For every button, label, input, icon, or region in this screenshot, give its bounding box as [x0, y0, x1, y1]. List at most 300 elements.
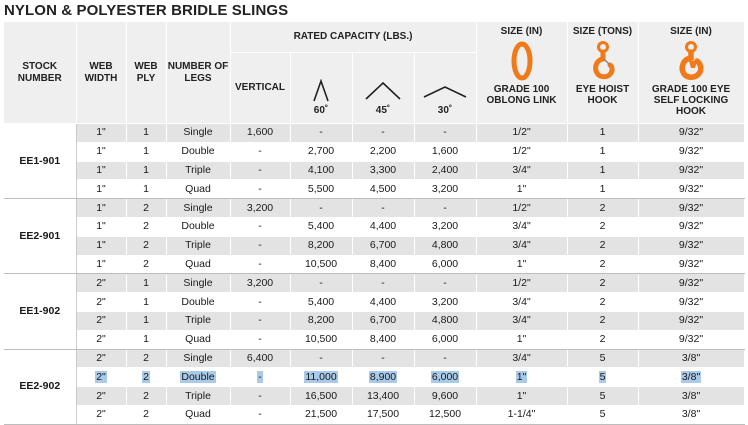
- cell-value: 2": [96, 389, 106, 402]
- hook-size-label: SIZE (TONS): [572, 26, 633, 37]
- cell-value: 9/32": [678, 163, 704, 176]
- cell-lock-hook-size: [638, 349, 744, 368]
- cell-value: 3,200: [431, 182, 459, 195]
- cell-web-width: [76, 199, 126, 218]
- cell-value: 9/32": [678, 295, 704, 308]
- cell-value: 1": [96, 182, 106, 195]
- table-row: [4, 142, 744, 161]
- cell-value: 17,500: [366, 408, 400, 421]
- cell-value: -: [258, 314, 262, 327]
- cell-value: 1: [599, 126, 606, 139]
- cell-value: 1: [143, 295, 149, 308]
- cell-value: 3/8": [681, 370, 701, 383]
- table-row: [4, 349, 744, 368]
- header-eye-hoist-hook: [567, 22, 638, 124]
- cell-cap-45: [352, 330, 414, 349]
- cell-cap-30: [414, 217, 476, 236]
- cell-value: -: [443, 126, 447, 139]
- cell-value: Triple: [185, 163, 211, 176]
- stock-number: EE1-902: [4, 274, 76, 349]
- cell-cap-30: [414, 311, 476, 330]
- cell-value: 1: [599, 163, 606, 176]
- cell-link-size: [476, 405, 567, 424]
- table-row: [4, 387, 744, 406]
- cell-value: 6,000: [431, 257, 459, 270]
- cell-value: 2: [599, 201, 606, 214]
- cell-value: 9/32": [678, 276, 704, 289]
- cell-value: -: [381, 126, 385, 139]
- cell-value: 9/32": [678, 257, 704, 270]
- cell-cap-30: [414, 387, 476, 406]
- cell-value: 1,600: [431, 145, 459, 158]
- table-row: [4, 293, 744, 312]
- cell-value: 1: [143, 333, 149, 346]
- table-row: [4, 405, 744, 424]
- cell-number-of-legs: [166, 142, 230, 161]
- cell-value: 12,500: [428, 408, 462, 421]
- cell-number-of-legs: [166, 330, 230, 349]
- cell-hook-size: [567, 236, 638, 255]
- cell-value: -: [319, 276, 323, 289]
- cell-value: 1": [96, 201, 106, 214]
- cell-value: 9,600: [431, 389, 459, 402]
- cell-web-width: [76, 236, 126, 255]
- cell-vertical: [230, 293, 290, 312]
- cell-value: 3/4": [512, 239, 531, 252]
- cell-vertical: [230, 387, 290, 406]
- cell-value: 3,300: [369, 163, 397, 176]
- cell-lock-hook-size: [638, 161, 744, 180]
- table-body: [4, 124, 744, 425]
- cell-cap-60: [290, 255, 352, 274]
- cell-cap-30: [414, 274, 476, 293]
- cell-value: 3,200: [246, 276, 274, 289]
- cell-number-of-legs: [166, 349, 230, 368]
- cell-value: 9/32": [678, 314, 704, 327]
- table-row: [4, 199, 744, 218]
- cell-value: 3/4": [512, 295, 531, 308]
- cell-web-width: [76, 217, 126, 236]
- cell-web-ply: [126, 161, 166, 180]
- cell-number-of-legs: [166, 311, 230, 330]
- cell-cap-45: [352, 236, 414, 255]
- cell-value: 1": [516, 333, 527, 346]
- cell-value: 1-1/4": [507, 408, 536, 421]
- cell-value: -: [258, 257, 262, 270]
- cell-cap-60: [290, 311, 352, 330]
- cell-value: 2": [96, 351, 106, 364]
- cell-cap-30: [414, 142, 476, 161]
- cell-link-size: [476, 293, 567, 312]
- cell-vertical: [230, 255, 290, 274]
- cell-hook-size: [567, 405, 638, 424]
- cell-value: 1": [516, 257, 527, 270]
- cell-cap-45: [352, 405, 414, 424]
- cell-value: 3,200: [246, 201, 274, 214]
- cell-cap-45: [352, 161, 414, 180]
- cell-cap-60: [290, 180, 352, 199]
- cell-value: Quad: [185, 182, 211, 195]
- cell-cap-45: [352, 274, 414, 293]
- cell-cap-60: [290, 330, 352, 349]
- cell-hook-size: [567, 387, 638, 406]
- cell-value: 3/4": [512, 314, 531, 327]
- cell-lock-hook-size: [638, 142, 744, 161]
- cell-web-width: [76, 180, 126, 199]
- cell-vertical: [230, 349, 290, 368]
- cell-value: 1: [143, 276, 149, 289]
- cell-value: 1": [516, 182, 527, 195]
- cell-value: 5: [599, 370, 606, 383]
- cell-value: 3/8": [681, 389, 701, 402]
- cell-value: 1/2": [512, 126, 531, 139]
- cell-value: -: [443, 276, 447, 289]
- cell-value: 10,500: [304, 333, 338, 346]
- cell-lock-hook-size: [638, 293, 744, 312]
- header-web-ply: WEB PLY: [126, 22, 166, 124]
- cell-value: 1": [96, 220, 106, 233]
- cell-value: 6,000: [431, 333, 459, 346]
- cell-web-ply: [126, 405, 166, 424]
- cell-web-width: [76, 142, 126, 161]
- cell-value: 1: [599, 182, 606, 195]
- cell-vertical: [230, 180, 290, 199]
- cell-number-of-legs: [166, 274, 230, 293]
- cell-web-width: [76, 124, 126, 143]
- cell-value: 4,100: [307, 163, 335, 176]
- cell-web-ply: [126, 368, 166, 387]
- cell-value: 2": [96, 295, 106, 308]
- cell-value: 2,200: [369, 145, 397, 158]
- cell-link-size: [476, 142, 567, 161]
- cell-value: 3,200: [431, 220, 459, 233]
- cell-value: 1: [143, 163, 149, 176]
- cell-cap-45: [352, 124, 414, 143]
- cell-value: 1": [96, 163, 106, 176]
- cell-vertical: [230, 124, 290, 143]
- cell-value: 2": [96, 276, 106, 289]
- cell-web-width: [76, 161, 126, 180]
- cell-cap-30: [414, 330, 476, 349]
- cell-cap-45: [352, 293, 414, 312]
- cell-value: -: [258, 370, 262, 383]
- angle-60-label: 60˚: [313, 105, 329, 116]
- cell-cap-45: [352, 217, 414, 236]
- cell-hook-size: [567, 368, 638, 387]
- cell-number-of-legs: [166, 161, 230, 180]
- cell-value: -: [381, 201, 385, 214]
- cell-value: 2: [143, 201, 149, 214]
- cell-value: 4,800: [431, 239, 459, 252]
- cell-cap-45: [352, 349, 414, 368]
- cell-vertical: [230, 199, 290, 218]
- cell-value: 3/4": [512, 220, 531, 233]
- cell-value: 2": [96, 314, 106, 327]
- cell-value: 1: [599, 145, 606, 158]
- oblong-link-icon: [510, 41, 534, 81]
- cell-value: 1: [143, 182, 149, 195]
- cell-value: 5,500: [307, 182, 335, 195]
- cell-cap-60: [290, 217, 352, 236]
- cell-hook-size: [567, 330, 638, 349]
- cell-value: -: [381, 276, 385, 289]
- cell-web-ply: [126, 293, 166, 312]
- cell-value: Triple: [185, 239, 211, 252]
- cell-value: Single: [183, 276, 213, 289]
- cell-web-ply: [126, 236, 166, 255]
- cell-web-width: [76, 255, 126, 274]
- cell-cap-45: [352, 255, 414, 274]
- cell-web-width: [76, 349, 126, 368]
- cell-web-ply: [126, 349, 166, 368]
- angle-30-label: 30˚: [437, 105, 453, 116]
- cell-value: -: [319, 126, 323, 139]
- cell-link-size: [476, 161, 567, 180]
- cell-value: 1": [96, 257, 106, 270]
- cell-value: -: [258, 239, 262, 252]
- cell-value: 8,200: [307, 314, 335, 327]
- cell-value: 2: [599, 333, 606, 346]
- cell-value: Single: [183, 126, 213, 139]
- cell-cap-30: [414, 405, 476, 424]
- cell-value: 3/4": [512, 351, 531, 364]
- cell-value: 3,200: [431, 295, 459, 308]
- cell-value: 1/2": [512, 276, 531, 289]
- cell-web-width: [76, 274, 126, 293]
- cell-value: 9/32": [678, 220, 704, 233]
- cell-value: 2: [143, 220, 149, 233]
- cell-value: -: [258, 295, 262, 308]
- cell-web-ply: [126, 330, 166, 349]
- self-locking-hook-icon: [675, 41, 707, 81]
- cell-value: 3/8": [681, 408, 701, 421]
- cell-cap-30: [414, 349, 476, 368]
- cell-value: 6,700: [369, 239, 397, 252]
- cell-link-size: [476, 124, 567, 143]
- table-row: [4, 124, 744, 143]
- cell-value: 2: [599, 276, 606, 289]
- cell-cap-45: [352, 142, 414, 161]
- lock-name-label: GRADE 100 EYE SELF LOCKING HOOK: [651, 84, 731, 117]
- cell-value: Single: [183, 351, 213, 364]
- table-row: [4, 330, 744, 349]
- cell-value: 4,800: [431, 314, 459, 327]
- header-self-locking-hook: [638, 22, 744, 124]
- table-row: [4, 368, 744, 387]
- bridle-sling-table: [4, 22, 745, 425]
- cell-link-size: [476, 311, 567, 330]
- cell-value: 3/8": [681, 351, 701, 364]
- cell-web-width: [76, 405, 126, 424]
- table-row: [4, 274, 744, 293]
- stock-number: EE2-901: [4, 199, 76, 274]
- cell-cap-60: [290, 161, 352, 180]
- cell-lock-hook-size: [638, 311, 744, 330]
- cell-web-ply: [126, 124, 166, 143]
- cell-number-of-legs: [166, 180, 230, 199]
- cell-cap-45: [352, 387, 414, 406]
- header-oblong-link: [476, 22, 567, 124]
- table-row: [4, 255, 744, 274]
- cell-link-size: [476, 387, 567, 406]
- cell-value: Triple: [185, 389, 211, 402]
- cell-web-ply: [126, 142, 166, 161]
- cell-cap-60: [290, 387, 352, 406]
- cell-link-size: [476, 236, 567, 255]
- cell-value: 8,200: [307, 239, 335, 252]
- cell-value: 6,400: [246, 351, 274, 364]
- cell-value: 2": [96, 370, 106, 383]
- cell-cap-60: [290, 368, 352, 387]
- header-web-width: WEB WIDTH: [76, 22, 126, 124]
- cell-lock-hook-size: [638, 124, 744, 143]
- cell-number-of-legs: [166, 368, 230, 387]
- cell-value: 10,500: [304, 257, 338, 270]
- cell-web-ply: [126, 311, 166, 330]
- stock-number: EE2-902: [4, 349, 76, 424]
- cell-value: 4,500: [369, 182, 397, 195]
- cell-value: 2: [599, 295, 606, 308]
- cell-value: Double: [181, 295, 215, 308]
- cell-value: Quad: [185, 408, 211, 421]
- cell-value: 2: [143, 370, 149, 383]
- cell-value: -: [258, 220, 262, 233]
- cell-web-ply: [126, 180, 166, 199]
- cell-cap-45: [352, 180, 414, 199]
- cell-web-ply: [126, 274, 166, 293]
- angle-45-label: 45˚: [375, 105, 391, 116]
- cell-value: 21,500: [304, 408, 338, 421]
- cell-value: -: [319, 201, 323, 214]
- cell-lock-hook-size: [638, 368, 744, 387]
- cell-web-ply: [126, 387, 166, 406]
- table-row: [4, 180, 744, 199]
- cell-value: 1,600: [246, 126, 274, 139]
- cell-cap-30: [414, 236, 476, 255]
- cell-vertical: [230, 330, 290, 349]
- link-name-label: GRADE 100 OBLONG LINK: [486, 84, 557, 106]
- cell-value: 2: [599, 314, 606, 327]
- cell-value: 1/2": [512, 201, 531, 214]
- cell-vertical: [230, 368, 290, 387]
- header-stock-number: STOCK NUMBER: [4, 22, 76, 124]
- header-number-of-legs: NUMBER OF LEGS: [166, 22, 230, 124]
- cell-value: 8,400: [369, 333, 397, 346]
- cell-vertical: [230, 405, 290, 424]
- cell-value: 1: [143, 126, 149, 139]
- cell-value: 6,700: [369, 314, 397, 327]
- cell-cap-30: [414, 161, 476, 180]
- cell-value: 2: [599, 239, 606, 252]
- cell-lock-hook-size: [638, 199, 744, 218]
- cell-value: 5,400: [307, 295, 335, 308]
- cell-number-of-legs: [166, 236, 230, 255]
- cell-value: 2": [96, 408, 106, 421]
- cell-web-width: [76, 330, 126, 349]
- cell-value: 2: [143, 389, 149, 402]
- cell-cap-60: [290, 405, 352, 424]
- cell-lock-hook-size: [638, 236, 744, 255]
- cell-cap-60: [290, 274, 352, 293]
- header-angle-60: [290, 53, 352, 124]
- cell-value: 11,000: [305, 370, 337, 383]
- cell-number-of-legs: [166, 255, 230, 274]
- cell-value: -: [258, 333, 262, 346]
- cell-web-width: [76, 387, 126, 406]
- angle-45-icon: [362, 75, 404, 105]
- cell-value: 2,400: [431, 163, 459, 176]
- cell-cap-30: [414, 180, 476, 199]
- cell-number-of-legs: [166, 217, 230, 236]
- cell-value: -: [443, 201, 447, 214]
- cell-link-size: [476, 255, 567, 274]
- cell-value: 2: [599, 257, 606, 270]
- cell-cap-45: [352, 311, 414, 330]
- cell-lock-hook-size: [638, 330, 744, 349]
- cell-value: 5: [599, 408, 606, 421]
- cell-value: -: [258, 408, 262, 421]
- cell-value: 1": [96, 126, 106, 139]
- cell-cap-60: [290, 349, 352, 368]
- cell-value: 9/32": [678, 239, 704, 252]
- cell-cap-30: [414, 255, 476, 274]
- page-title: NYLON & POLYESTER BRIDLE SLINGS: [4, 2, 289, 19]
- cell-lock-hook-size: [638, 274, 744, 293]
- cell-value: 1/2": [512, 145, 531, 158]
- cell-value: 1: [143, 145, 149, 158]
- cell-link-size: [476, 330, 567, 349]
- cell-value: 1: [143, 314, 149, 327]
- cell-cap-60: [290, 236, 352, 255]
- cell-value: 2: [143, 408, 149, 421]
- cell-value: Double: [181, 220, 215, 233]
- cell-cap-60: [290, 293, 352, 312]
- cell-hook-size: [567, 349, 638, 368]
- cell-value: Quad: [185, 257, 211, 270]
- cell-hook-size: [567, 199, 638, 218]
- link-size-label: SIZE (IN): [500, 26, 543, 37]
- table-row: [4, 161, 744, 180]
- cell-value: -: [258, 163, 262, 176]
- cell-value: 2,700: [307, 145, 335, 158]
- cell-value: 2: [143, 239, 149, 252]
- cell-hook-size: [567, 293, 638, 312]
- angle-30-icon: [422, 75, 468, 105]
- cell-vertical: [230, 274, 290, 293]
- cell-hook-size: [567, 311, 638, 330]
- cell-vertical: [230, 142, 290, 161]
- table-row: [4, 217, 744, 236]
- cell-hook-size: [567, 274, 638, 293]
- cell-web-width: [76, 311, 126, 330]
- cell-cap-30: [414, 124, 476, 143]
- cell-value: Single: [183, 201, 213, 214]
- cell-value: -: [443, 351, 447, 364]
- cell-value: 2: [143, 351, 149, 364]
- cell-vertical: [230, 311, 290, 330]
- cell-cap-45: [352, 368, 414, 387]
- cell-value: 5: [599, 351, 606, 364]
- cell-value: 1": [96, 239, 106, 252]
- cell-vertical: [230, 161, 290, 180]
- cell-link-size: [476, 349, 567, 368]
- cell-value: 1": [96, 145, 106, 158]
- cell-web-width: [76, 368, 126, 387]
- cell-value: 5,400: [307, 220, 335, 233]
- cell-link-size: [476, 217, 567, 236]
- cell-value: 5: [599, 389, 606, 402]
- cell-value: Double: [181, 370, 215, 383]
